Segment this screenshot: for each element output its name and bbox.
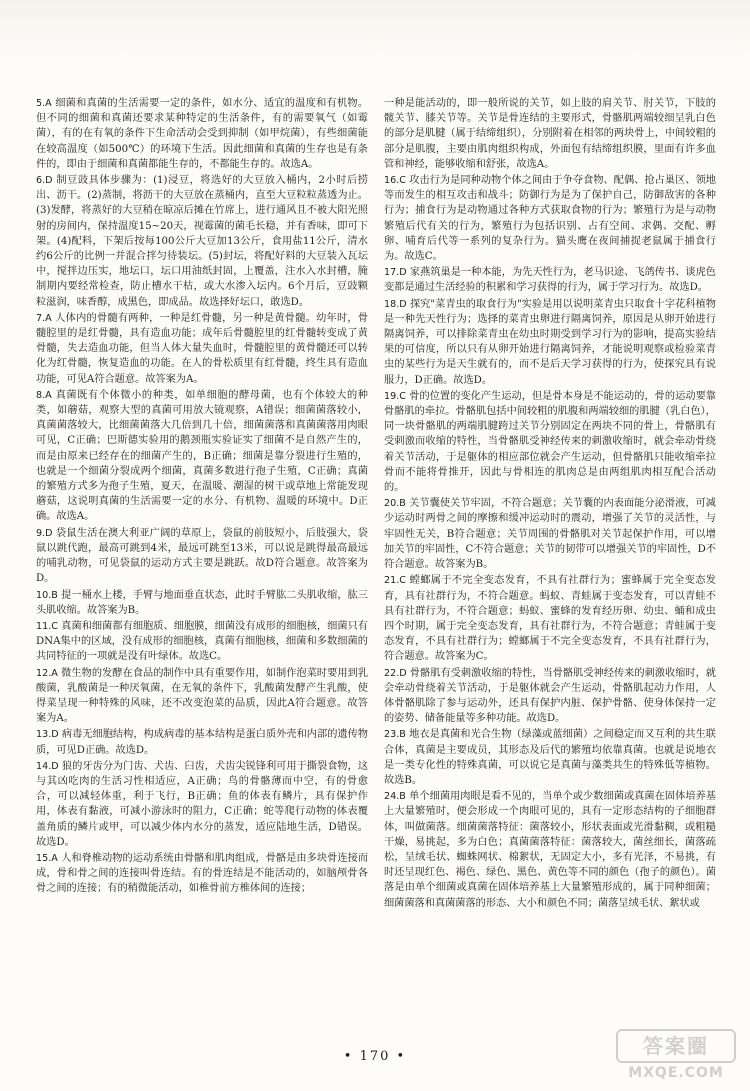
answer-number: 15.A xyxy=(36,852,58,864)
answer-entry xyxy=(36,666,368,727)
answer-number: 5.A xyxy=(36,98,52,109)
answer-entry xyxy=(384,727,716,788)
answer-entry xyxy=(384,573,716,664)
answer-entry xyxy=(384,666,716,727)
answer-entry xyxy=(36,96,368,172)
answer-explanation: 真菌既有个体微小的种类，如单细胞的酵母菌，也有个体较大的种类，如蘑菇，观察大型的真菌可用放大镜观察，A错误；细菌菌落较小，真菌菌落较大，比细菌菌落大几倍到几十倍，细菌菌落和真菌菌落用肉眼可见，C正确；巴斯德实验用的鹅颈瓶实验证实了细菌不是自然产生的，而是由原来已经存在的细菌产生的，B正确；细菌是靠分裂进行生殖的，也就是一个细菌分裂成两个细菌，真菌多数进行孢子生殖，C正确；真菌的繁殖方式多为孢子生殖，夏天，在温暖、潮湿的树干或草地上常能发现蘑菇，这说明真菌的生活需要一定的水分、有机物、温暖的环境中。D正确。故选A。 xyxy=(36,389,368,523)
answer-explanation: 螳螂属于不完全变态发育，不具有社群行为；蜜蜂属于完全变态发育，具有社群行为，不符合题意。蚂蚁、青蛙属于变态发育，可以青蛙不具有社群行为，不符合题意；蚂蚁、蜜蜂的发育经历卵、幼虫、蛹和成虫四个时期，属于完全变态发育，具有社群行为，不符合题意；青蛙属于变态发育，不具有社群行为；螳螂属于不完全变态发育，不具有社群行为，符合题意。故答案为C。 xyxy=(384,575,716,663)
answer-entry xyxy=(384,789,716,911)
answer-number: 24.B xyxy=(384,791,406,803)
answer-explanation: 关节囊使关节牢固，不符合题意；关节囊的内表面能分泌滑液，可减少运动时两骨之间的摩擦和缓冲运动时的震动，增强了关节的灵活性，与牢固性无关，B符合题意；关节周围的骨骼肌对关节起保护作用，可以增加关节的牢固性，C不符合题意；关节的韧带可以增强关节的牢固性，D不符合题意。故答案为B。 xyxy=(384,498,716,571)
answer-explanation: 细菌和真菌的生活需要一定的条件，如水分、适宜的温度和有机物。但不同的细菌和真菌还要求某种特定的生活条件，有的需要氧气（如霉菌），有的在有氧的条件下生命活动会受到抑制（如甲烷菌），有些细菌能在较高温度（如500℃）的环境下生活。因此细菌和真菌的生存也是有条件的，即由于细菌和真菌都能生存的，不都能生存的。故选A。 xyxy=(36,98,368,170)
answer-explanation: 人和脊椎动物的运动系统由骨骼和肌肉组成，骨骼是由多块骨连接而成，骨和骨之间的连接叫骨连结。有的骨连结是不能活动的，如脑颅骨各骨之间的连接；有的稍微能活动，如椎骨前方椎体间的连接； xyxy=(36,852,368,895)
answer-number: 7.A xyxy=(36,312,52,324)
answer-number: 10.B xyxy=(36,589,58,601)
right-column xyxy=(384,96,716,1046)
answer-number: 16.C xyxy=(384,175,406,187)
answer-entry xyxy=(36,727,368,757)
answer-number: 17.D xyxy=(384,267,407,279)
answer-columns xyxy=(36,96,716,1046)
answer-entry xyxy=(36,388,368,525)
watermark-logo xyxy=(616,1029,736,1085)
answer-explanation: 骨的位置的变化产生运动，但是骨本身是不能运动的，骨的运动要靠骨骼肌的牵拉。骨骼肌包括中间较粗的肌腹和两端较细的肌腱（乳白色），同一块骨骼肌的两端肌腱跨过关节分别固定在两块不同的骨上，骨骼肌有受刺激而收缩的特性，当骨骼肌受神经传来的刺激收缩时，就会牵动骨绕着关节活动，于是躯体的相应部位就会产生运动，但骨骼肌只能收缩牵拉骨而不能将骨推开，因此与骨相连的肌肉总是由两组肌肉相互配合活动的。 xyxy=(384,390,716,494)
answer-explanation: 地衣是真菌和光合生物（绿藻或蓝细菌）之间稳定而又互利的共生联合体，真菌是主要成员，其形态及后代的繁殖均依靠真菌。也就是说地衣是一类专化性的特殊真菌，可以说它是真菌与藻类共生的特殊低等植物。故选B。 xyxy=(384,729,716,786)
answer-number: 18.D xyxy=(384,298,407,310)
answer-entry xyxy=(384,173,716,264)
answer-number: 19.C xyxy=(384,390,406,402)
answer-entry xyxy=(36,588,368,618)
scan-shadow xyxy=(0,0,750,60)
answer-entry xyxy=(36,173,368,310)
answer-entry xyxy=(384,297,716,388)
answer-explanation: 人体内的骨髓有两种，一种是红骨髓，另一种是黄骨髓。幼年时，骨髓腔里的是红骨髓，具有造血功能；成年后骨髓腔里的红骨髓转变成了黄骨髓，失去造血功能，但当人体大量失血时，骨髓腔里的黄骨髓还可以转化为红骨髓，恢复造血的功能。在人的骨松质里有红骨髓，终生具有造血功能，可见A符合题意。故答案为A。 xyxy=(36,312,368,385)
answer-entry xyxy=(384,96,716,172)
answer-explanation: 病毒无细胞结构，构成病毒的基本结构是蛋白质外壳和内部的遗传物质，可见D正确。故选D。 xyxy=(36,729,368,756)
answer-explanation: 一种是能活动的，即一般所说的关节，如上肢的肩关节、肘关节，下肢的髋关节、膝关节等。关节是骨连结的主要形式，骨骼肌两端较细呈乳白色的部分是肌腱（属于结缔组织），分别附着在相邻的两块骨上，中间较粗的部分是肌腹，主要由肌肉组织构成，外面包有结缔组织膜，里面有许多血管和神经，能够收缩和舒张，故选A。 xyxy=(384,98,716,170)
answer-entry xyxy=(36,619,368,665)
answer-entry xyxy=(384,496,716,572)
answer-number: 9.D xyxy=(36,527,53,539)
answer-number: 21.C xyxy=(384,575,406,587)
answer-explanation: 制豆豉具体步骤为：(1)浸豆，将选好的大豆放入桶内，2小时后捞出、沥干。(2)蒸制，将沥干的大豆放在蒸桶内，直至大豆粒粒蒸透为止。(3)发酵，将蒸好的大豆稍在晾凉后摊在竹席上，进行通风且不被大阳光照射的房间内，保持温度15~20天，视霉菌的菌毛长稳，并有香味，即可下架。(4)配料，下架后按每100公斤大豆加13公斤，食用盐11公斤，清水约6公斤的比例一并混合拌匀待装坛。(5)封坛，将配好料的大豆装入瓦坛中，搅拌边压实，地坛口，坛口用油纸封固，上覆盖，注水入水封槽，腌制期内要经常检查，防止槽水干枯，或大水渗入坛内。6个月后，豆豉颗粒滋润，味香醇，成黑色，即成品。故选择好坛口，敢选D。 xyxy=(36,175,368,308)
answer-entry xyxy=(36,311,368,387)
answer-number: 22.D xyxy=(384,667,407,679)
answer-number: 12.A xyxy=(36,667,58,679)
answer-number: 13.D xyxy=(36,729,59,741)
answer-explanation: 单个细菌用肉眼是看不见的，当单个或少数细菌或真菌在固体培养基上大量繁殖时，便会形成一个肉眼可见的，具有一定形态结构的子细胞群体，叫做菌落。细菌菌落特征：菌落较小，形状表面或光滑黏稠，或粗糙干燥，易挑起，多为白色；真菌菌落特征：菌落较大，菌丝细长，菌落疏松，呈绒毛状、蜘蛛网状、棉絮状，无固定大小，多有光泽，不易挑，有时还呈现红色、褐色、绿色、黑色、黄色等不同的颜色（孢子的颜色）。菌落是由单个细菌或真菌在固体培养基上大量繁殖形成的，属于同种细菌；细菌菌落和真菌菌落的形态、大小和颜色不同；菌落呈绒毛状、絮状或 xyxy=(384,791,716,909)
answer-explanation: 微生物的发酵在食品的制作中具有重要作用，如制作泡菜时要用到乳酸菌，乳酸菌是一种厌氧菌，在无氧的条件下，乳酸菌发酵产生乳酸，使得菜呈现一种特殊的风味，还不改变泡菜的品质，因此A符合题意。故答案为A。 xyxy=(36,667,368,725)
answer-explanation: 袋鼠生活在澳大利亚广阔的草原上，袋鼠的前肢短小，后肢强大，袋鼠以跳代跑，最高可跳到4米，最远可跳至13米，可以说是跳得最高最远的哺乳动物，可见袋鼠的运动方式主要是跳跃。故D符合题意。故答案为D。 xyxy=(36,527,368,585)
answer-number: 11.C xyxy=(36,620,58,632)
answer-entry xyxy=(384,389,716,495)
answer-entry xyxy=(36,759,368,850)
answer-explanation: 骨骼肌有受刺激收缩的特性，当骨骼肌受神经传来的刺激收缩时，就会牵动骨绕着关节活动，于是躯体就会产生运动，骨骼肌起动力作用，人体骨骼肌除了参与运动外，还具有保护内脏、保护骨骼、使身体保持一定的姿势、储备能量等多种功能。故选D。 xyxy=(384,667,716,725)
left-column xyxy=(36,96,368,1046)
answer-explanation: 家燕筑巢是一种本能，为先天性行为，老马识途、飞鸽传书、谈虎色变都是通过生活经验的积累和学习获得的行为，属于学习行为。故选D。 xyxy=(384,267,716,294)
answer-explanation: 狼的牙齿分为门齿、犬齿、臼齿，犬齿尖锐锋利可用于撕裂食物，这与其凶吃肉的生活习性相适应，A正确；鸟的骨骼薄而中空，有的骨愈合，可以减轻体重，利于飞行，B正确；鱼的体表有鳞片，具有保护作用，体表有黏液，可减小游泳时的阻力，C正确；蛇等爬行动物的体表覆盖角质的鳞片或甲，可以减少体内水分的蒸发，适应陆地生活，D错误。故选D。 xyxy=(36,760,368,848)
answer-number: 23.B xyxy=(384,729,406,741)
page-number: • 170 • xyxy=(343,1049,407,1064)
answer-entry xyxy=(36,851,368,897)
answer-entry xyxy=(384,265,716,295)
answer-number: 8.A xyxy=(36,389,52,401)
answer-explanation: 提一桶水上楼，手臂与地面垂直状态，此时手臂肱二头肌收缩，肱三头肌收缩。故答案为B。 xyxy=(36,589,368,616)
answer-explanation: 真菌和细菌都有细胞质、细胞膜，细菌没有成形的细胞核，细菌只有DNA集中的区域，没有成形的细胞核，真菌有细胞核，细菌和多数细菌的共同特征的一项就是没有叶绿体。故选C。 xyxy=(36,620,368,663)
watermark-logo-text: 答案圈 xyxy=(616,1029,736,1063)
answer-number: 14.D xyxy=(36,760,59,772)
answer-explanation: 探究"菜青虫的取食行为"实验是用以说明菜青虫只取食十字花科植物是一种先天性行为；选择的菜青虫卵进行隔离饲养，原因是从卵开始进行隔离饲养，可以排除菜青虫在幼虫时期受到学习行为的影响，提高实验结果的可信度，所以只有从卵开始进行隔离饲养，才能说明观察或检验菜青虫的某些行为是天生就有的，而不是后天学习获得的行为，使探究具有说服力，D正确。故选D。 xyxy=(384,298,716,386)
answer-number: 6.D xyxy=(36,175,53,187)
answer-number: 20.B xyxy=(384,498,406,510)
answer-entry xyxy=(36,526,368,587)
answer-explanation: 攻击行为是同种动物个体之间由于争夺食物、配偶、抢占巢区、领地等而发生的相互攻击和战斗；防御行为是为了保护自己，防御敌害的各种行为；捕食行为是动物通过各种方式获取食物的行为；繁殖行为是与动物繁殖后代有关的行为，繁殖行为包括识别、占有空间、求偶、交配、孵卵、哺育后代等一系列的复杂行为。猫头鹰在夜间捕捉老鼠属于捕食行为。故选C。 xyxy=(384,175,716,263)
watermark-url: MXQE.COM xyxy=(628,1065,724,1081)
